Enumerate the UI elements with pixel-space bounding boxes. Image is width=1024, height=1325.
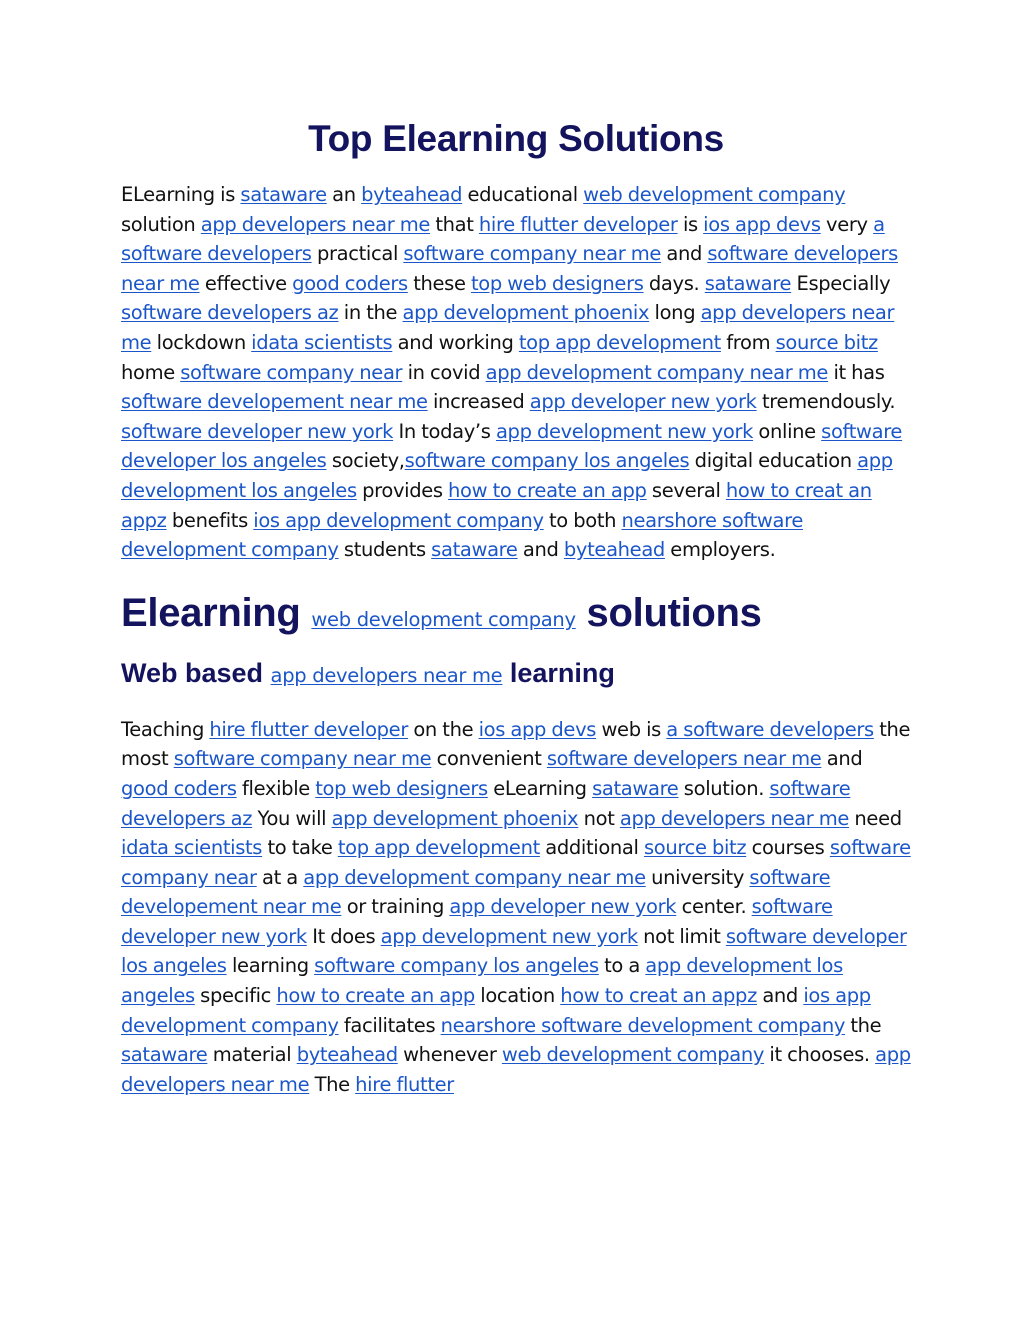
inline-link[interactable]: software developers az xyxy=(121,776,851,830)
inline-link[interactable]: nearshore software development company xyxy=(121,508,803,562)
paragraph-text: employers. xyxy=(664,538,776,562)
paragraph-text: material xyxy=(207,1043,297,1067)
paragraph-text: an xyxy=(326,183,362,206)
inline-link[interactable]: software developers near me xyxy=(546,747,822,771)
inline-link[interactable]: sataware xyxy=(240,183,327,206)
paragraph-text: It does xyxy=(306,924,381,948)
inline-link[interactable]: software developers az xyxy=(121,301,339,325)
inline-link[interactable]: byteahead xyxy=(563,538,665,562)
inline-link[interactable]: app developers near me xyxy=(619,806,850,830)
paragraph-text: to a xyxy=(598,954,646,978)
inline-link[interactable]: top web designers xyxy=(315,776,488,800)
paragraph-text: need xyxy=(849,806,902,830)
paragraph-text: the xyxy=(845,1013,882,1037)
paragraph-text: additional xyxy=(539,836,644,860)
paragraph-text: location xyxy=(474,984,561,1008)
paragraph-text: not limit xyxy=(637,924,726,948)
inline-link[interactable]: source bitz xyxy=(643,836,747,860)
inline-link[interactable]: source bitz xyxy=(775,330,878,354)
paragraph-text: facilitates xyxy=(338,1013,441,1037)
inline-link[interactable]: app development company near me xyxy=(303,865,646,889)
inline-link[interactable]: how to creat an appz xyxy=(121,478,872,532)
inline-link[interactable]: app development new york xyxy=(495,419,754,443)
paragraph-text: Teaching xyxy=(121,717,210,741)
inline-link[interactable]: web development company xyxy=(501,1043,765,1067)
paragraph-text: from xyxy=(720,330,776,354)
inline-link[interactable]: a software developers xyxy=(121,212,885,266)
inline-link[interactable]: ios app development company xyxy=(121,984,871,1037)
paragraph-text: these xyxy=(407,271,471,295)
paragraph-text: tremendously. xyxy=(756,390,896,414)
section-heading xyxy=(121,591,911,636)
inline-link[interactable]: top web designers xyxy=(470,271,644,295)
inline-link[interactable]: app development los angeles xyxy=(121,449,893,502)
inline-link[interactable]: app development phoenix xyxy=(402,301,650,325)
paragraph-text: web is xyxy=(596,717,667,741)
subsection-heading-text-start: Web based xyxy=(121,657,271,688)
inline-link[interactable]: app development company near me xyxy=(485,360,829,384)
inline-link[interactable]: app developers near me xyxy=(121,301,895,354)
subsection-heading-link[interactable]: app developers near me xyxy=(270,663,503,687)
paragraph-text: eLearning xyxy=(487,776,593,800)
subsection-heading xyxy=(121,658,911,689)
inline-link[interactable]: byteahead xyxy=(296,1043,398,1067)
inline-link[interactable]: top app development xyxy=(337,836,540,860)
paragraph-text: courses xyxy=(746,836,830,860)
paragraph-text: not xyxy=(578,806,620,830)
inline-link[interactable]: software developer los angeles xyxy=(121,419,903,473)
inline-link[interactable]: ios app development company xyxy=(253,508,544,532)
paragraph-text: digital education xyxy=(689,449,858,473)
paragraph-text: The xyxy=(309,1072,356,1096)
paragraph-text: students xyxy=(338,538,432,562)
inline-link[interactable]: sataware xyxy=(121,1043,208,1067)
paragraph-text: and working xyxy=(392,330,519,354)
paragraph-text: or training xyxy=(341,895,450,919)
paragraph-text: that xyxy=(430,212,479,236)
inline-link[interactable]: software developement near me xyxy=(121,390,428,414)
paragraph-text: very xyxy=(820,212,874,236)
inline-link[interactable]: sataware xyxy=(704,271,792,295)
paragraph-text: on the xyxy=(408,717,479,741)
inline-link[interactable]: good coders xyxy=(292,271,408,295)
inline-link[interactable]: software company near me xyxy=(173,747,432,771)
inline-link[interactable]: hire flutter xyxy=(355,1072,454,1096)
paragraph-text: is xyxy=(677,212,704,236)
inline-link[interactable]: software company near xyxy=(121,836,911,889)
paragraph-text: center. xyxy=(676,895,752,919)
paragraph-text: learning xyxy=(226,954,315,978)
paragraph-text: and xyxy=(661,242,708,266)
inline-link[interactable]: idata scientists xyxy=(121,836,263,860)
paragraph-text: increased xyxy=(427,390,530,414)
inline-link[interactable]: software developer los angeles xyxy=(121,924,907,978)
paragraph-text: solution. xyxy=(678,776,770,800)
inline-link[interactable]: software developement near me xyxy=(121,865,831,919)
paragraph-text: whenever xyxy=(397,1043,502,1067)
inline-link[interactable]: app developer new york xyxy=(529,390,757,414)
paragraph-text: In today’s xyxy=(393,419,496,443)
paragraph-text: days. xyxy=(643,271,705,295)
paragraph-text: Especially xyxy=(791,271,891,295)
inline-link[interactable]: how to create an app xyxy=(448,478,647,502)
paragraph-text: university xyxy=(645,865,750,889)
paragraph-text: specific xyxy=(194,984,277,1008)
paragraph-text: lockdown xyxy=(151,330,252,354)
paragraph-text: benefits xyxy=(166,508,254,532)
inline-link[interactable]: hire flutter developer xyxy=(209,717,408,741)
inline-link[interactable]: top app development xyxy=(518,330,721,354)
paragraph-text: it has xyxy=(828,360,885,384)
paragraph-text: online xyxy=(753,419,822,443)
inline-link[interactable]: software developers near me xyxy=(121,242,898,295)
inline-link[interactable]: app development los angeles xyxy=(121,954,843,1008)
inline-link[interactable]: how to create an app xyxy=(276,984,475,1008)
inline-link[interactable]: idata scientists xyxy=(251,330,393,354)
document-page xyxy=(121,118,911,1099)
inline-link[interactable]: software company los angeles xyxy=(314,954,599,978)
paragraph-text: and xyxy=(756,984,804,1008)
paragraph-text: at a xyxy=(256,865,304,889)
inline-link[interactable]: software company los angeles xyxy=(404,449,690,473)
paragraph-text: several xyxy=(646,478,726,502)
intro-paragraph xyxy=(121,180,911,565)
inline-link[interactable]: app developers near me xyxy=(200,212,431,236)
paragraph-text: to both xyxy=(543,508,622,532)
inline-link[interactable]: software developer new york xyxy=(121,419,394,443)
paragraph-text: in the xyxy=(338,301,403,325)
inline-link[interactable]: sataware xyxy=(592,776,679,800)
paragraph-text: society, xyxy=(326,449,405,473)
paragraph-text: the most xyxy=(121,717,911,771)
paragraph-text: provides xyxy=(356,478,449,502)
paragraph-text: ELearning is xyxy=(121,183,241,206)
inline-link[interactable]: how to creat an appz xyxy=(560,984,757,1008)
paragraph-text: and xyxy=(517,538,564,562)
inline-link[interactable]: software company near xyxy=(180,360,403,384)
inline-link[interactable]: software company near me xyxy=(403,242,662,266)
inline-link[interactable]: ios app devs xyxy=(703,212,821,236)
inline-link[interactable]: sataware xyxy=(431,538,518,562)
inline-link[interactable]: good coders xyxy=(121,776,237,800)
page-title: Top Elearning Solutions xyxy=(308,118,724,159)
subsection-heading-text-end: learning xyxy=(502,657,615,688)
inline-link[interactable]: web development company xyxy=(583,183,846,206)
section-heading-link[interactable]: web development company xyxy=(311,607,576,631)
paragraph-text: in covid xyxy=(402,360,486,384)
inline-link[interactable]: byteahead xyxy=(361,183,463,206)
inline-link[interactable]: a software developers xyxy=(666,717,874,741)
paragraph-text: convenient xyxy=(431,747,547,771)
inline-link[interactable]: app developers near me xyxy=(121,1043,911,1096)
paragraph-text: educational xyxy=(462,183,584,206)
inline-link[interactable]: software developer new york xyxy=(121,895,833,948)
body-paragraph xyxy=(121,715,911,1100)
inline-link[interactable]: hire flutter developer xyxy=(478,212,678,236)
inline-link[interactable]: nearshore software development company xyxy=(440,1013,846,1037)
paragraph-text: long xyxy=(649,301,701,325)
paragraph-text: it chooses. xyxy=(764,1043,876,1067)
paragraph-text: home xyxy=(121,360,181,384)
paragraph-text: to take xyxy=(262,836,338,860)
paragraph-text: and xyxy=(821,747,863,771)
paragraph-text: solution xyxy=(121,212,201,236)
paragraph-text: flexible xyxy=(236,776,316,800)
paragraph-text: You will xyxy=(252,806,332,830)
inline-link[interactable]: app developer new york xyxy=(449,895,677,919)
section-heading-text-start: Elearning xyxy=(121,590,312,635)
inline-link[interactable]: app development phoenix xyxy=(331,806,579,830)
section-heading-text-end: solutions xyxy=(575,590,762,635)
paragraph-text: effective xyxy=(199,271,293,295)
inline-link[interactable]: ios app devs xyxy=(478,717,597,741)
paragraph-text: practical xyxy=(311,242,404,266)
inline-link[interactable]: app development new york xyxy=(380,924,638,948)
